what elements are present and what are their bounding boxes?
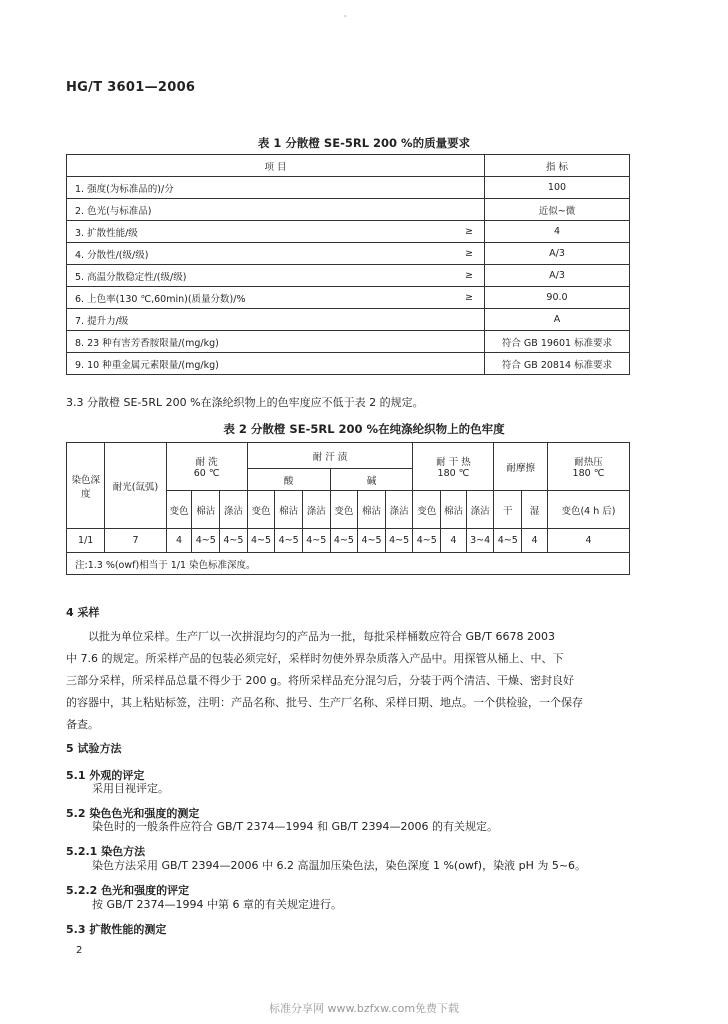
head-press-temp: 180 ℃ — [572, 468, 605, 479]
table1-value: 100 — [485, 177, 630, 199]
table1-ge: ≥ — [454, 287, 485, 309]
section4-line-2: 中 7.6 的规定。所采样产品的包装必须完好，采样时勿使外界杂质落入产品中。用探管从桶上、中、下 — [66, 652, 564, 665]
table1-item: 6. 上色率(130 ℃,60min)(质量分数)/% — [67, 287, 455, 309]
table1-item: 7. 提升力/级 — [67, 309, 455, 331]
table2-subhead-press: 变色(4 h 后) — [547, 491, 629, 529]
table1-header-row — [67, 155, 630, 177]
section-5-2-text: 染色时的一般条件应符合 GB/T 2374—1994 和 GB/T 2394—2006 的有关规定。 — [92, 820, 498, 833]
table2-cell: 4 — [441, 529, 467, 553]
table1-row — [67, 243, 630, 265]
head-dryheat-label: 耐 干 热 — [436, 457, 471, 468]
table2-subhead: 干 — [494, 491, 522, 529]
table1-item: 9. 10 种重金属元素限量/(mg/kg) — [67, 353, 455, 375]
section-3-3: 3.3 分散橙 SE-5RL 200 %在涤纶织物上的色牢度应不低于表 2 的规定。 — [66, 396, 424, 409]
table1-ge — [454, 177, 485, 199]
table2-subhead: 湿 — [522, 491, 548, 529]
table1-item: 1. 强度(为标准品的)/分 — [67, 177, 455, 199]
table1-item: 3. 扩散性能/级 — [67, 221, 455, 243]
table1-value: 符合 GB 20814 标准要求 — [485, 353, 630, 375]
section-5-2-2-text: 按 GB/T 2374—1994 中第 6 章的有关规定进行。 — [92, 898, 342, 911]
standard-code: HG/T 3601—2006 — [66, 80, 196, 95]
table1-row — [67, 331, 630, 353]
table1-value: 90.0 — [485, 287, 630, 309]
head-sweat: 耐 汗 渍 — [247, 443, 413, 469]
table1-row — [67, 221, 630, 243]
section4-body — [66, 626, 632, 736]
table1-value: A/3 — [485, 243, 630, 265]
section-5-1-heading: 5.1 外观的评定 — [66, 769, 145, 782]
section-5-2-1-heading: 5.2.1 染色方法 — [66, 845, 146, 858]
table1-row — [67, 287, 630, 309]
table2-note: 注:1.3 %(owf)相当于 1/1 染色标准深度。 — [67, 553, 630, 575]
table2-cell: 4 — [522, 529, 548, 553]
section4-line-4: 的容器中，其上粘贴标签，注明：产品名称、批号、生产厂名称、采样日期、地点。一个供检验，一个保存 — [66, 696, 583, 709]
table2-subhead: 棉沾 — [192, 491, 220, 529]
table2-cell: 4~5 — [192, 529, 220, 553]
table2-cell: 4~5 — [494, 529, 522, 553]
table2-cell: 4~5 — [302, 529, 330, 553]
table2-cell: 4 — [547, 529, 629, 553]
head-depth: 染色深度 — [67, 443, 105, 529]
table2-subhead: 棉沾 — [358, 491, 386, 529]
table1-head-item: 项 目 — [67, 155, 485, 177]
table1-item: 2. 色光(与标准品) — [67, 199, 455, 221]
top-mark: ' — [344, 14, 347, 23]
table1-ge: ≥ — [454, 221, 485, 243]
table1-ge: ≥ — [454, 243, 485, 265]
quality-requirements-table — [66, 154, 630, 375]
table2-subhead: 涤沾 — [302, 491, 330, 529]
section5-heading: 5 试验方法 — [66, 742, 122, 755]
head-dryheat-temp: 180 ℃ — [437, 468, 470, 479]
table1-row — [67, 353, 630, 375]
table2-cell: 1/1 — [67, 529, 105, 553]
table2-cell: 4~5 — [358, 529, 386, 553]
section-5-3-heading: 5.3 扩散性能的测定 — [66, 923, 167, 936]
section4-heading: 4 采样 — [66, 606, 100, 619]
table2-cell: 4~5 — [413, 529, 441, 553]
head-wash-label: 耐 洗 — [195, 457, 218, 468]
table1-ge — [454, 309, 485, 331]
table2-subhead: 涤沾 — [385, 491, 413, 529]
table1-value: 符合 GB 19601 标准要求 — [485, 331, 630, 353]
head-dryheat — [413, 443, 494, 491]
table2-cell: 7 — [105, 529, 166, 553]
head-light: 耐光(氙弧) — [105, 443, 166, 529]
section4-line-3: 三部分采样，所采样品总量不得少于 200 g。将所采样品充分混匀后，分装于两个清洁、干燥、密封良好 — [66, 674, 574, 687]
table1-ge: ≥ — [454, 265, 485, 287]
head-acid: 酸 — [247, 469, 330, 491]
table2-subhead: 变色 — [413, 491, 441, 529]
table1-ge — [454, 331, 485, 353]
table2-cell: 4~5 — [247, 529, 275, 553]
head-alkali: 碱 — [330, 469, 413, 491]
section4-line-1: 以批为单位采样。生产厂以一次拼混均匀的产品为一批，每批采样桶数应符合 GB/T 6678 2003 — [88, 630, 555, 643]
table1-item: 4. 分散性/(级/级) — [67, 243, 455, 265]
table2-cell: 4~5 — [385, 529, 413, 553]
table2-subhead: 涤沾 — [466, 491, 494, 529]
table1-head-index: 指 标 — [485, 155, 630, 177]
section-5-2-2-heading: 5.2.2 色光和强度的评定 — [66, 884, 190, 897]
head-press-label: 耐热压 — [574, 457, 603, 468]
section-5-2-heading: 5.2 染色色光和强度的测定 — [66, 807, 200, 820]
color-fastness-table — [66, 442, 630, 575]
table1-value: 近似~微 — [485, 199, 630, 221]
table1-row — [67, 177, 630, 199]
table1-value: 4 — [485, 221, 630, 243]
table1-row — [67, 309, 630, 331]
table1-row — [67, 199, 630, 221]
table2-subhead: 涤沾 — [220, 491, 248, 529]
section-5-2-1-text: 染色方法采用 GB/T 2394—2006 中 6.2 高温加压染色法，染色深度 1 %(owf)，染液 pH 为 5~6。 — [92, 859, 587, 872]
table1-item: 8. 23 种有害芳香胺限量/(mg/kg) — [67, 331, 455, 353]
head-wash-temp: 60 ℃ — [193, 468, 220, 479]
section4-line-5: 备查。 — [66, 718, 99, 731]
footer-watermark: 标准分享网 www.bzfxw.com免费下载 — [268, 1002, 460, 1015]
head-press — [547, 443, 629, 491]
table1-ge — [454, 199, 485, 221]
table2-subhead: 棉沾 — [275, 491, 303, 529]
table2-subhead: 变色 — [166, 491, 192, 529]
table1-caption: 表 1 分散橙 SE-5RL 200 %的质量要求 — [257, 136, 471, 150]
table2-subhead: 变色 — [330, 491, 358, 529]
page-number: 2 — [76, 945, 83, 956]
table1-item: 5. 高温分散稳定性/(级/级) — [67, 265, 455, 287]
section-5-1-text: 采用目视评定。 — [92, 782, 169, 795]
table2-caption: 表 2 分散橙 SE-5RL 200 %在纯涤纶织物上的色牢度 — [223, 422, 505, 436]
head-wash — [166, 443, 247, 491]
table1-value: A — [485, 309, 630, 331]
table2-cell: 4~5 — [275, 529, 303, 553]
table1-value: A/3 — [485, 265, 630, 287]
table2-cell: 3~4 — [466, 529, 494, 553]
table2-cell: 4 — [166, 529, 192, 553]
table2-subhead: 棉沾 — [441, 491, 467, 529]
table2-cell: 4~5 — [220, 529, 248, 553]
table1-ge — [454, 353, 485, 375]
head-rub: 耐摩擦 — [494, 443, 547, 491]
table2-cell: 4~5 — [330, 529, 358, 553]
table2-subhead: 变色 — [247, 491, 275, 529]
table1-row — [67, 265, 630, 287]
